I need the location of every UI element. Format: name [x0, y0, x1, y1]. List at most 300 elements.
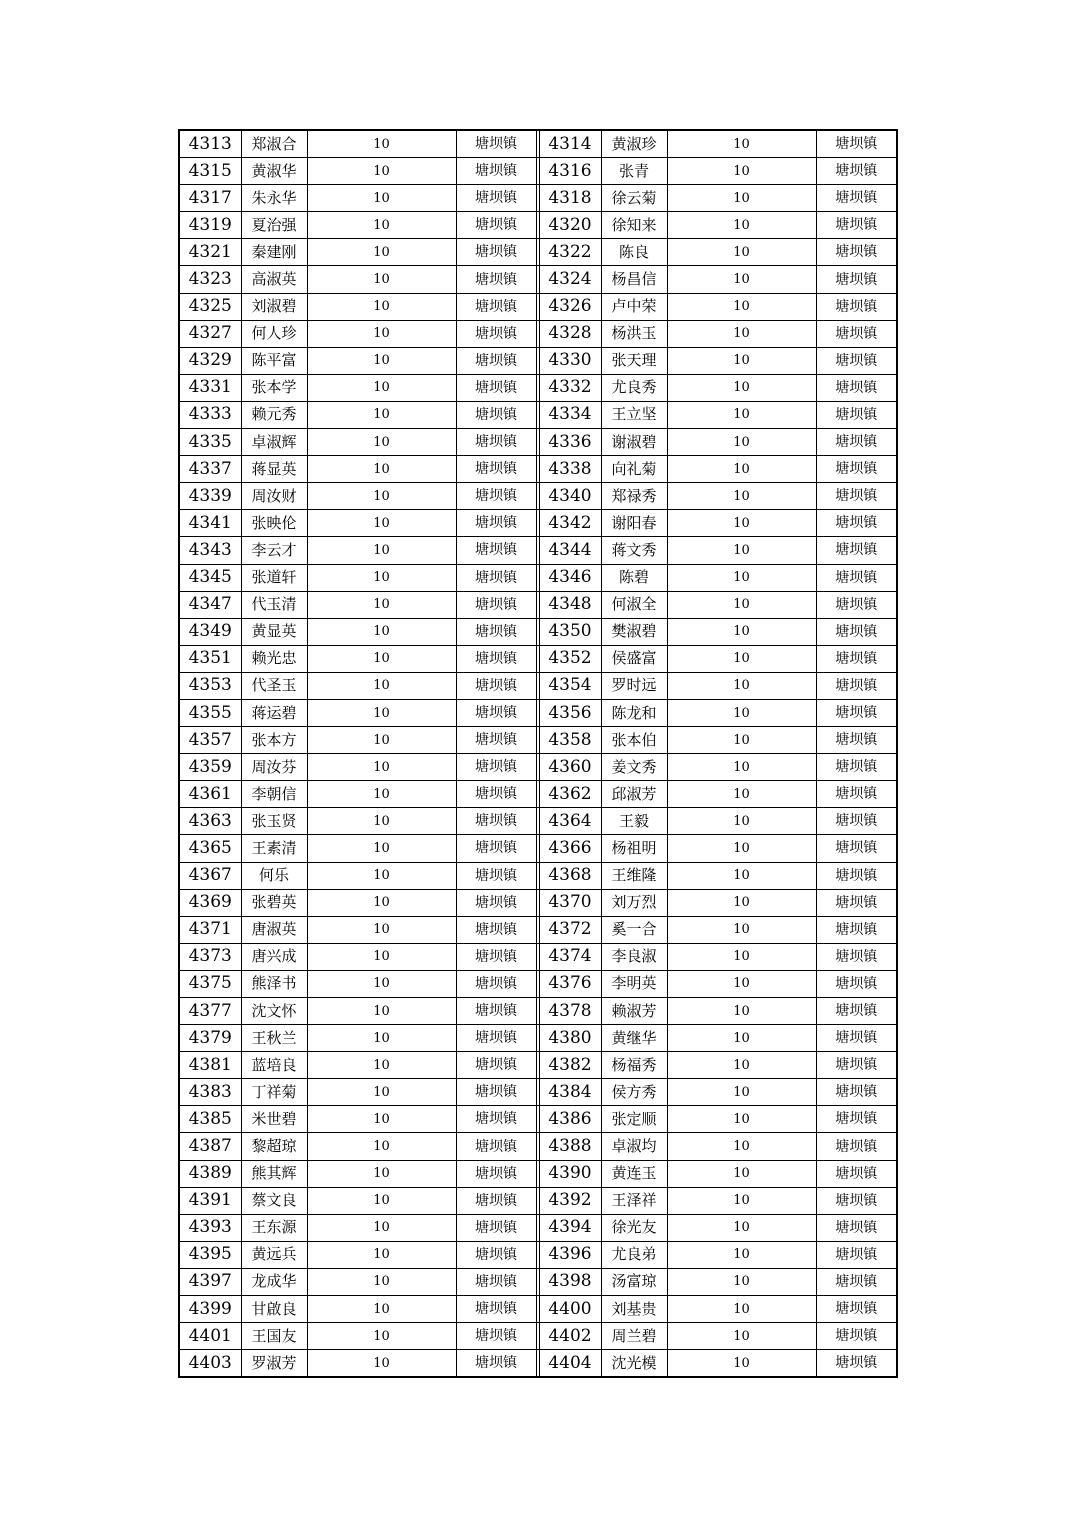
right-name-cell: 张天理 — [601, 347, 667, 374]
left-town-cell: 塘坝镇 — [456, 483, 536, 510]
right-amount-cell: 10 — [667, 591, 816, 618]
table-row — [179, 1052, 897, 1079]
right-amount-cell: 10 — [667, 239, 816, 266]
right-name-cell: 尤良秀 — [601, 374, 667, 401]
left-name-cell: 熊其辉 — [241, 1160, 307, 1187]
left-amount-cell: 10 — [307, 1268, 456, 1295]
right-name-cell: 陈碧 — [601, 564, 667, 591]
right-id-cell: 4348 — [539, 591, 601, 618]
right-name-cell: 周兰碧 — [601, 1323, 667, 1350]
right-id-cell: 4390 — [539, 1160, 601, 1187]
table-row — [179, 1214, 897, 1241]
left-town-cell: 塘坝镇 — [456, 564, 536, 591]
left-name-cell: 蒋运碧 — [241, 699, 307, 726]
right-amount-cell: 10 — [667, 185, 816, 212]
table-row — [179, 835, 897, 862]
table-row — [179, 591, 897, 618]
left-id-cell: 4377 — [179, 998, 241, 1025]
table-row — [179, 564, 897, 591]
right-town-cell: 塘坝镇 — [816, 320, 897, 347]
right-id-cell: 4370 — [539, 889, 601, 916]
right-name-cell: 李明英 — [601, 970, 667, 997]
right-town-cell: 塘坝镇 — [816, 754, 897, 781]
table-row — [179, 1296, 897, 1323]
right-amount-cell: 10 — [667, 1268, 816, 1295]
right-id-cell: 4394 — [539, 1214, 601, 1241]
left-town-cell: 塘坝镇 — [456, 754, 536, 781]
left-id-cell: 4365 — [179, 835, 241, 862]
left-amount-cell: 10 — [307, 1323, 456, 1350]
right-name-cell: 罗时远 — [601, 672, 667, 699]
right-name-cell: 沈光模 — [601, 1350, 667, 1378]
left-amount-cell: 10 — [307, 1106, 456, 1133]
left-id-cell: 4369 — [179, 889, 241, 916]
left-name-cell: 张碧英 — [241, 889, 307, 916]
left-id-cell: 4347 — [179, 591, 241, 618]
right-id-cell: 4322 — [539, 239, 601, 266]
right-name-cell: 姜文秀 — [601, 754, 667, 781]
right-name-cell: 黄连玉 — [601, 1160, 667, 1187]
left-town-cell: 塘坝镇 — [456, 998, 536, 1025]
left-name-cell: 李云才 — [241, 537, 307, 564]
right-amount-cell: 10 — [667, 1241, 816, 1268]
right-name-cell: 徐知来 — [601, 212, 667, 239]
table-row — [179, 781, 897, 808]
left-id-cell: 4399 — [179, 1296, 241, 1323]
right-name-cell: 刘基贵 — [601, 1296, 667, 1323]
left-town-cell: 塘坝镇 — [456, 889, 536, 916]
left-town-cell: 塘坝镇 — [456, 970, 536, 997]
right-name-cell: 张定顺 — [601, 1106, 667, 1133]
right-id-cell: 4316 — [539, 158, 601, 185]
table-row — [179, 483, 897, 510]
right-name-cell: 徐云菊 — [601, 185, 667, 212]
left-name-cell: 郑淑合 — [241, 130, 307, 158]
left-town-cell: 塘坝镇 — [456, 158, 536, 185]
left-amount-cell: 10 — [307, 645, 456, 672]
right-name-cell: 杨福秀 — [601, 1052, 667, 1079]
right-amount-cell: 10 — [667, 158, 816, 185]
left-town-cell: 塘坝镇 — [456, 591, 536, 618]
right-id-cell: 4386 — [539, 1106, 601, 1133]
right-id-cell: 4344 — [539, 537, 601, 564]
left-id-cell: 4359 — [179, 754, 241, 781]
table-row — [179, 401, 897, 428]
left-name-cell: 蓝培良 — [241, 1052, 307, 1079]
right-town-cell: 塘坝镇 — [816, 1350, 897, 1378]
left-amount-cell: 10 — [307, 998, 456, 1025]
right-name-cell: 王泽祥 — [601, 1187, 667, 1214]
right-town-cell: 塘坝镇 — [816, 998, 897, 1025]
left-name-cell: 张映伦 — [241, 510, 307, 537]
left-id-cell: 4331 — [179, 374, 241, 401]
right-town-cell: 塘坝镇 — [816, 1025, 897, 1052]
right-amount-cell: 10 — [667, 998, 816, 1025]
left-name-cell: 张本学 — [241, 374, 307, 401]
left-amount-cell: 10 — [307, 916, 456, 943]
left-amount-cell: 10 — [307, 347, 456, 374]
right-town-cell: 塘坝镇 — [816, 429, 897, 456]
right-name-cell: 蒋文秀 — [601, 537, 667, 564]
left-town-cell: 塘坝镇 — [456, 862, 536, 889]
table-row — [179, 1133, 897, 1160]
table-row — [179, 320, 897, 347]
right-town-cell: 塘坝镇 — [816, 970, 897, 997]
table-row — [179, 158, 897, 185]
left-amount-cell: 10 — [307, 401, 456, 428]
right-town-cell: 塘坝镇 — [816, 212, 897, 239]
right-name-cell: 黄继华 — [601, 1025, 667, 1052]
left-amount-cell: 10 — [307, 320, 456, 347]
left-town-cell: 塘坝镇 — [456, 1241, 536, 1268]
right-id-cell: 4324 — [539, 266, 601, 293]
left-name-cell: 张玉贤 — [241, 808, 307, 835]
left-town-cell: 塘坝镇 — [456, 429, 536, 456]
left-town-cell: 塘坝镇 — [456, 266, 536, 293]
right-town-cell: 塘坝镇 — [816, 781, 897, 808]
right-name-cell: 谢淑碧 — [601, 429, 667, 456]
left-amount-cell: 10 — [307, 510, 456, 537]
left-id-cell: 4319 — [179, 212, 241, 239]
left-town-cell: 塘坝镇 — [456, 320, 536, 347]
left-name-cell: 蔡文良 — [241, 1187, 307, 1214]
table-row — [179, 970, 897, 997]
table-row — [179, 1323, 897, 1350]
right-amount-cell: 10 — [667, 835, 816, 862]
left-id-cell: 4375 — [179, 970, 241, 997]
right-town-cell: 塘坝镇 — [816, 591, 897, 618]
right-id-cell: 4366 — [539, 835, 601, 862]
left-name-cell: 周汝财 — [241, 483, 307, 510]
table-row — [179, 1350, 897, 1378]
right-amount-cell: 10 — [667, 1323, 816, 1350]
left-town-cell: 塘坝镇 — [456, 185, 536, 212]
table-row — [179, 889, 897, 916]
right-town-cell: 塘坝镇 — [816, 1214, 897, 1241]
right-id-cell: 4354 — [539, 672, 601, 699]
left-amount-cell: 10 — [307, 970, 456, 997]
right-amount-cell: 10 — [667, 1350, 816, 1378]
left-town-cell: 塘坝镇 — [456, 943, 536, 970]
left-amount-cell: 10 — [307, 808, 456, 835]
left-town-cell: 塘坝镇 — [456, 835, 536, 862]
left-amount-cell: 10 — [307, 1296, 456, 1323]
left-id-cell: 4389 — [179, 1160, 241, 1187]
left-town-cell: 塘坝镇 — [456, 510, 536, 537]
left-id-cell: 4385 — [179, 1106, 241, 1133]
right-town-cell: 塘坝镇 — [816, 916, 897, 943]
right-town-cell: 塘坝镇 — [816, 1268, 897, 1295]
right-id-cell: 4392 — [539, 1187, 601, 1214]
table-row — [179, 374, 897, 401]
table-row — [179, 645, 897, 672]
left-id-cell: 4345 — [179, 564, 241, 591]
left-name-cell: 赖元秀 — [241, 401, 307, 428]
right-id-cell: 4384 — [539, 1079, 601, 1106]
left-town-cell: 塘坝镇 — [456, 645, 536, 672]
left-name-cell: 甘啟良 — [241, 1296, 307, 1323]
left-name-cell: 唐淑英 — [241, 916, 307, 943]
left-name-cell: 王国友 — [241, 1323, 307, 1350]
left-amount-cell: 10 — [307, 699, 456, 726]
left-town-cell: 塘坝镇 — [456, 1052, 536, 1079]
table-row — [179, 1079, 897, 1106]
right-id-cell: 4402 — [539, 1323, 601, 1350]
right-id-cell: 4362 — [539, 781, 601, 808]
left-id-cell: 4371 — [179, 916, 241, 943]
left-amount-cell: 10 — [307, 1079, 456, 1106]
left-name-cell: 秦建刚 — [241, 239, 307, 266]
right-amount-cell: 10 — [667, 970, 816, 997]
right-town-cell: 塘坝镇 — [816, 185, 897, 212]
left-town-cell: 塘坝镇 — [456, 1268, 536, 1295]
right-amount-cell: 10 — [667, 401, 816, 428]
left-town-cell: 塘坝镇 — [456, 212, 536, 239]
left-town-cell: 塘坝镇 — [456, 537, 536, 564]
right-amount-cell: 10 — [667, 320, 816, 347]
table-row — [179, 185, 897, 212]
left-amount-cell: 10 — [307, 374, 456, 401]
left-amount-cell: 10 — [307, 1025, 456, 1052]
right-name-cell: 杨洪玉 — [601, 320, 667, 347]
left-id-cell: 4379 — [179, 1025, 241, 1052]
left-name-cell: 王东源 — [241, 1214, 307, 1241]
left-id-cell: 4337 — [179, 456, 241, 483]
left-town-cell: 塘坝镇 — [456, 239, 536, 266]
table-row — [179, 1187, 897, 1214]
left-id-cell: 4351 — [179, 645, 241, 672]
table-row — [179, 943, 897, 970]
right-town-cell: 塘坝镇 — [816, 1079, 897, 1106]
right-town-cell: 塘坝镇 — [816, 1187, 897, 1214]
right-id-cell: 4388 — [539, 1133, 601, 1160]
left-id-cell: 4391 — [179, 1187, 241, 1214]
right-town-cell: 塘坝镇 — [816, 618, 897, 645]
left-town-cell: 塘坝镇 — [456, 1214, 536, 1241]
right-town-cell: 塘坝镇 — [816, 1160, 897, 1187]
left-id-cell: 4341 — [179, 510, 241, 537]
left-town-cell: 塘坝镇 — [456, 781, 536, 808]
left-id-cell: 4335 — [179, 429, 241, 456]
right-amount-cell: 10 — [667, 916, 816, 943]
left-id-cell: 4397 — [179, 1268, 241, 1295]
right-id-cell: 4326 — [539, 293, 601, 320]
table-row — [179, 537, 897, 564]
left-id-cell: 4339 — [179, 483, 241, 510]
left-town-cell: 塘坝镇 — [456, 1133, 536, 1160]
left-id-cell: 4327 — [179, 320, 241, 347]
right-name-cell: 汤富琼 — [601, 1268, 667, 1295]
table-row — [179, 727, 897, 754]
left-name-cell: 黄显英 — [241, 618, 307, 645]
table-row — [179, 429, 897, 456]
right-name-cell: 徐光友 — [601, 1214, 667, 1241]
right-amount-cell: 10 — [667, 1214, 816, 1241]
right-town-cell: 塘坝镇 — [816, 456, 897, 483]
right-amount-cell: 10 — [667, 754, 816, 781]
right-town-cell: 塘坝镇 — [816, 699, 897, 726]
left-name-cell: 黄淑华 — [241, 158, 307, 185]
right-id-cell: 4330 — [539, 347, 601, 374]
table-row — [179, 510, 897, 537]
left-id-cell: 4355 — [179, 699, 241, 726]
table-row — [179, 1241, 897, 1268]
right-amount-cell: 10 — [667, 699, 816, 726]
right-name-cell: 奚一合 — [601, 916, 667, 943]
right-amount-cell: 10 — [667, 781, 816, 808]
right-name-cell: 郑禄秀 — [601, 483, 667, 510]
left-name-cell: 朱永华 — [241, 185, 307, 212]
left-town-cell: 塘坝镇 — [456, 130, 536, 158]
left-town-cell: 塘坝镇 — [456, 401, 536, 428]
left-id-cell: 4395 — [179, 1241, 241, 1268]
left-amount-cell: 10 — [307, 483, 456, 510]
left-town-cell: 塘坝镇 — [456, 672, 536, 699]
right-amount-cell: 10 — [667, 347, 816, 374]
right-town-cell: 塘坝镇 — [816, 889, 897, 916]
left-amount-cell: 10 — [307, 862, 456, 889]
left-name-cell: 王素清 — [241, 835, 307, 862]
right-town-cell: 塘坝镇 — [816, 510, 897, 537]
left-name-cell: 周汝芬 — [241, 754, 307, 781]
left-town-cell: 塘坝镇 — [456, 1079, 536, 1106]
right-amount-cell: 10 — [667, 1079, 816, 1106]
right-amount-cell: 10 — [667, 266, 816, 293]
left-amount-cell: 10 — [307, 1052, 456, 1079]
left-name-cell: 何乐 — [241, 862, 307, 889]
right-id-cell: 4338 — [539, 456, 601, 483]
right-name-cell: 李良淑 — [601, 943, 667, 970]
left-name-cell: 沈文怀 — [241, 998, 307, 1025]
right-amount-cell: 10 — [667, 672, 816, 699]
table-row — [179, 1106, 897, 1133]
right-id-cell: 4356 — [539, 699, 601, 726]
right-town-cell: 塘坝镇 — [816, 645, 897, 672]
left-name-cell: 黄远兵 — [241, 1241, 307, 1268]
right-name-cell: 卓淑均 — [601, 1133, 667, 1160]
right-town-cell: 塘坝镇 — [816, 401, 897, 428]
left-amount-cell: 10 — [307, 212, 456, 239]
right-id-cell: 4340 — [539, 483, 601, 510]
right-amount-cell: 10 — [667, 564, 816, 591]
right-amount-cell: 10 — [667, 374, 816, 401]
right-town-cell: 塘坝镇 — [816, 1133, 897, 1160]
left-amount-cell: 10 — [307, 781, 456, 808]
right-id-cell: 4396 — [539, 1241, 601, 1268]
right-town-cell: 塘坝镇 — [816, 808, 897, 835]
left-name-cell: 高淑英 — [241, 266, 307, 293]
right-name-cell: 张本伯 — [601, 727, 667, 754]
left-name-cell: 卓淑辉 — [241, 429, 307, 456]
right-name-cell: 谢阳春 — [601, 510, 667, 537]
table-row — [179, 672, 897, 699]
right-id-cell: 4350 — [539, 618, 601, 645]
right-amount-cell: 10 — [667, 727, 816, 754]
right-id-cell: 4368 — [539, 862, 601, 889]
right-town-cell: 塘坝镇 — [816, 266, 897, 293]
right-name-cell: 杨祖明 — [601, 835, 667, 862]
roster-table — [178, 129, 898, 1378]
right-amount-cell: 10 — [667, 943, 816, 970]
right-town-cell: 塘坝镇 — [816, 1052, 897, 1079]
left-amount-cell: 10 — [307, 158, 456, 185]
left-id-cell: 4323 — [179, 266, 241, 293]
table-row — [179, 808, 897, 835]
left-name-cell: 代圣玉 — [241, 672, 307, 699]
right-town-cell: 塘坝镇 — [816, 672, 897, 699]
right-name-cell: 黄淑珍 — [601, 130, 667, 158]
right-amount-cell: 10 — [667, 510, 816, 537]
table-row — [179, 998, 897, 1025]
left-amount-cell: 10 — [307, 889, 456, 916]
left-name-cell: 何人珍 — [241, 320, 307, 347]
left-name-cell: 陈平富 — [241, 347, 307, 374]
table-row — [179, 916, 897, 943]
right-id-cell: 4404 — [539, 1350, 601, 1378]
left-id-cell: 4329 — [179, 347, 241, 374]
left-name-cell: 张道轩 — [241, 564, 307, 591]
table-row — [179, 1268, 897, 1295]
roster-body — [179, 130, 897, 1377]
left-id-cell: 4387 — [179, 1133, 241, 1160]
left-id-cell: 4393 — [179, 1214, 241, 1241]
left-name-cell: 唐兴成 — [241, 943, 307, 970]
left-town-cell: 塘坝镇 — [456, 1296, 536, 1323]
right-id-cell: 4374 — [539, 943, 601, 970]
left-name-cell: 刘淑碧 — [241, 293, 307, 320]
left-town-cell: 塘坝镇 — [456, 1160, 536, 1187]
left-id-cell: 4361 — [179, 781, 241, 808]
right-amount-cell: 10 — [667, 483, 816, 510]
right-town-cell: 塘坝镇 — [816, 1296, 897, 1323]
left-name-cell: 熊泽书 — [241, 970, 307, 997]
left-amount-cell: 10 — [307, 537, 456, 564]
table-row — [179, 212, 897, 239]
left-amount-cell: 10 — [307, 672, 456, 699]
left-amount-cell: 10 — [307, 429, 456, 456]
right-town-cell: 塘坝镇 — [816, 1241, 897, 1268]
right-amount-cell: 10 — [667, 293, 816, 320]
right-name-cell: 侯盛富 — [601, 645, 667, 672]
right-name-cell: 王毅 — [601, 808, 667, 835]
left-amount-cell: 10 — [307, 943, 456, 970]
left-id-cell: 4313 — [179, 130, 241, 158]
right-town-cell: 塘坝镇 — [816, 1106, 897, 1133]
left-amount-cell: 10 — [307, 1187, 456, 1214]
right-town-cell: 塘坝镇 — [816, 483, 897, 510]
right-name-cell: 侯方秀 — [601, 1079, 667, 1106]
right-town-cell: 塘坝镇 — [816, 727, 897, 754]
table-row — [179, 266, 897, 293]
right-name-cell: 赖淑芳 — [601, 998, 667, 1025]
right-town-cell: 塘坝镇 — [816, 862, 897, 889]
right-name-cell: 陈良 — [601, 239, 667, 266]
left-amount-cell: 10 — [307, 727, 456, 754]
left-id-cell: 4317 — [179, 185, 241, 212]
table-row — [179, 456, 897, 483]
right-town-cell: 塘坝镇 — [816, 1323, 897, 1350]
left-id-cell: 4315 — [179, 158, 241, 185]
left-amount-cell: 10 — [307, 835, 456, 862]
left-town-cell: 塘坝镇 — [456, 456, 536, 483]
left-name-cell: 米世碧 — [241, 1106, 307, 1133]
right-town-cell: 塘坝镇 — [816, 564, 897, 591]
table-row — [179, 1025, 897, 1052]
left-name-cell: 代玉清 — [241, 591, 307, 618]
table-row — [179, 862, 897, 889]
left-town-cell: 塘坝镇 — [456, 347, 536, 374]
left-id-cell: 4325 — [179, 293, 241, 320]
